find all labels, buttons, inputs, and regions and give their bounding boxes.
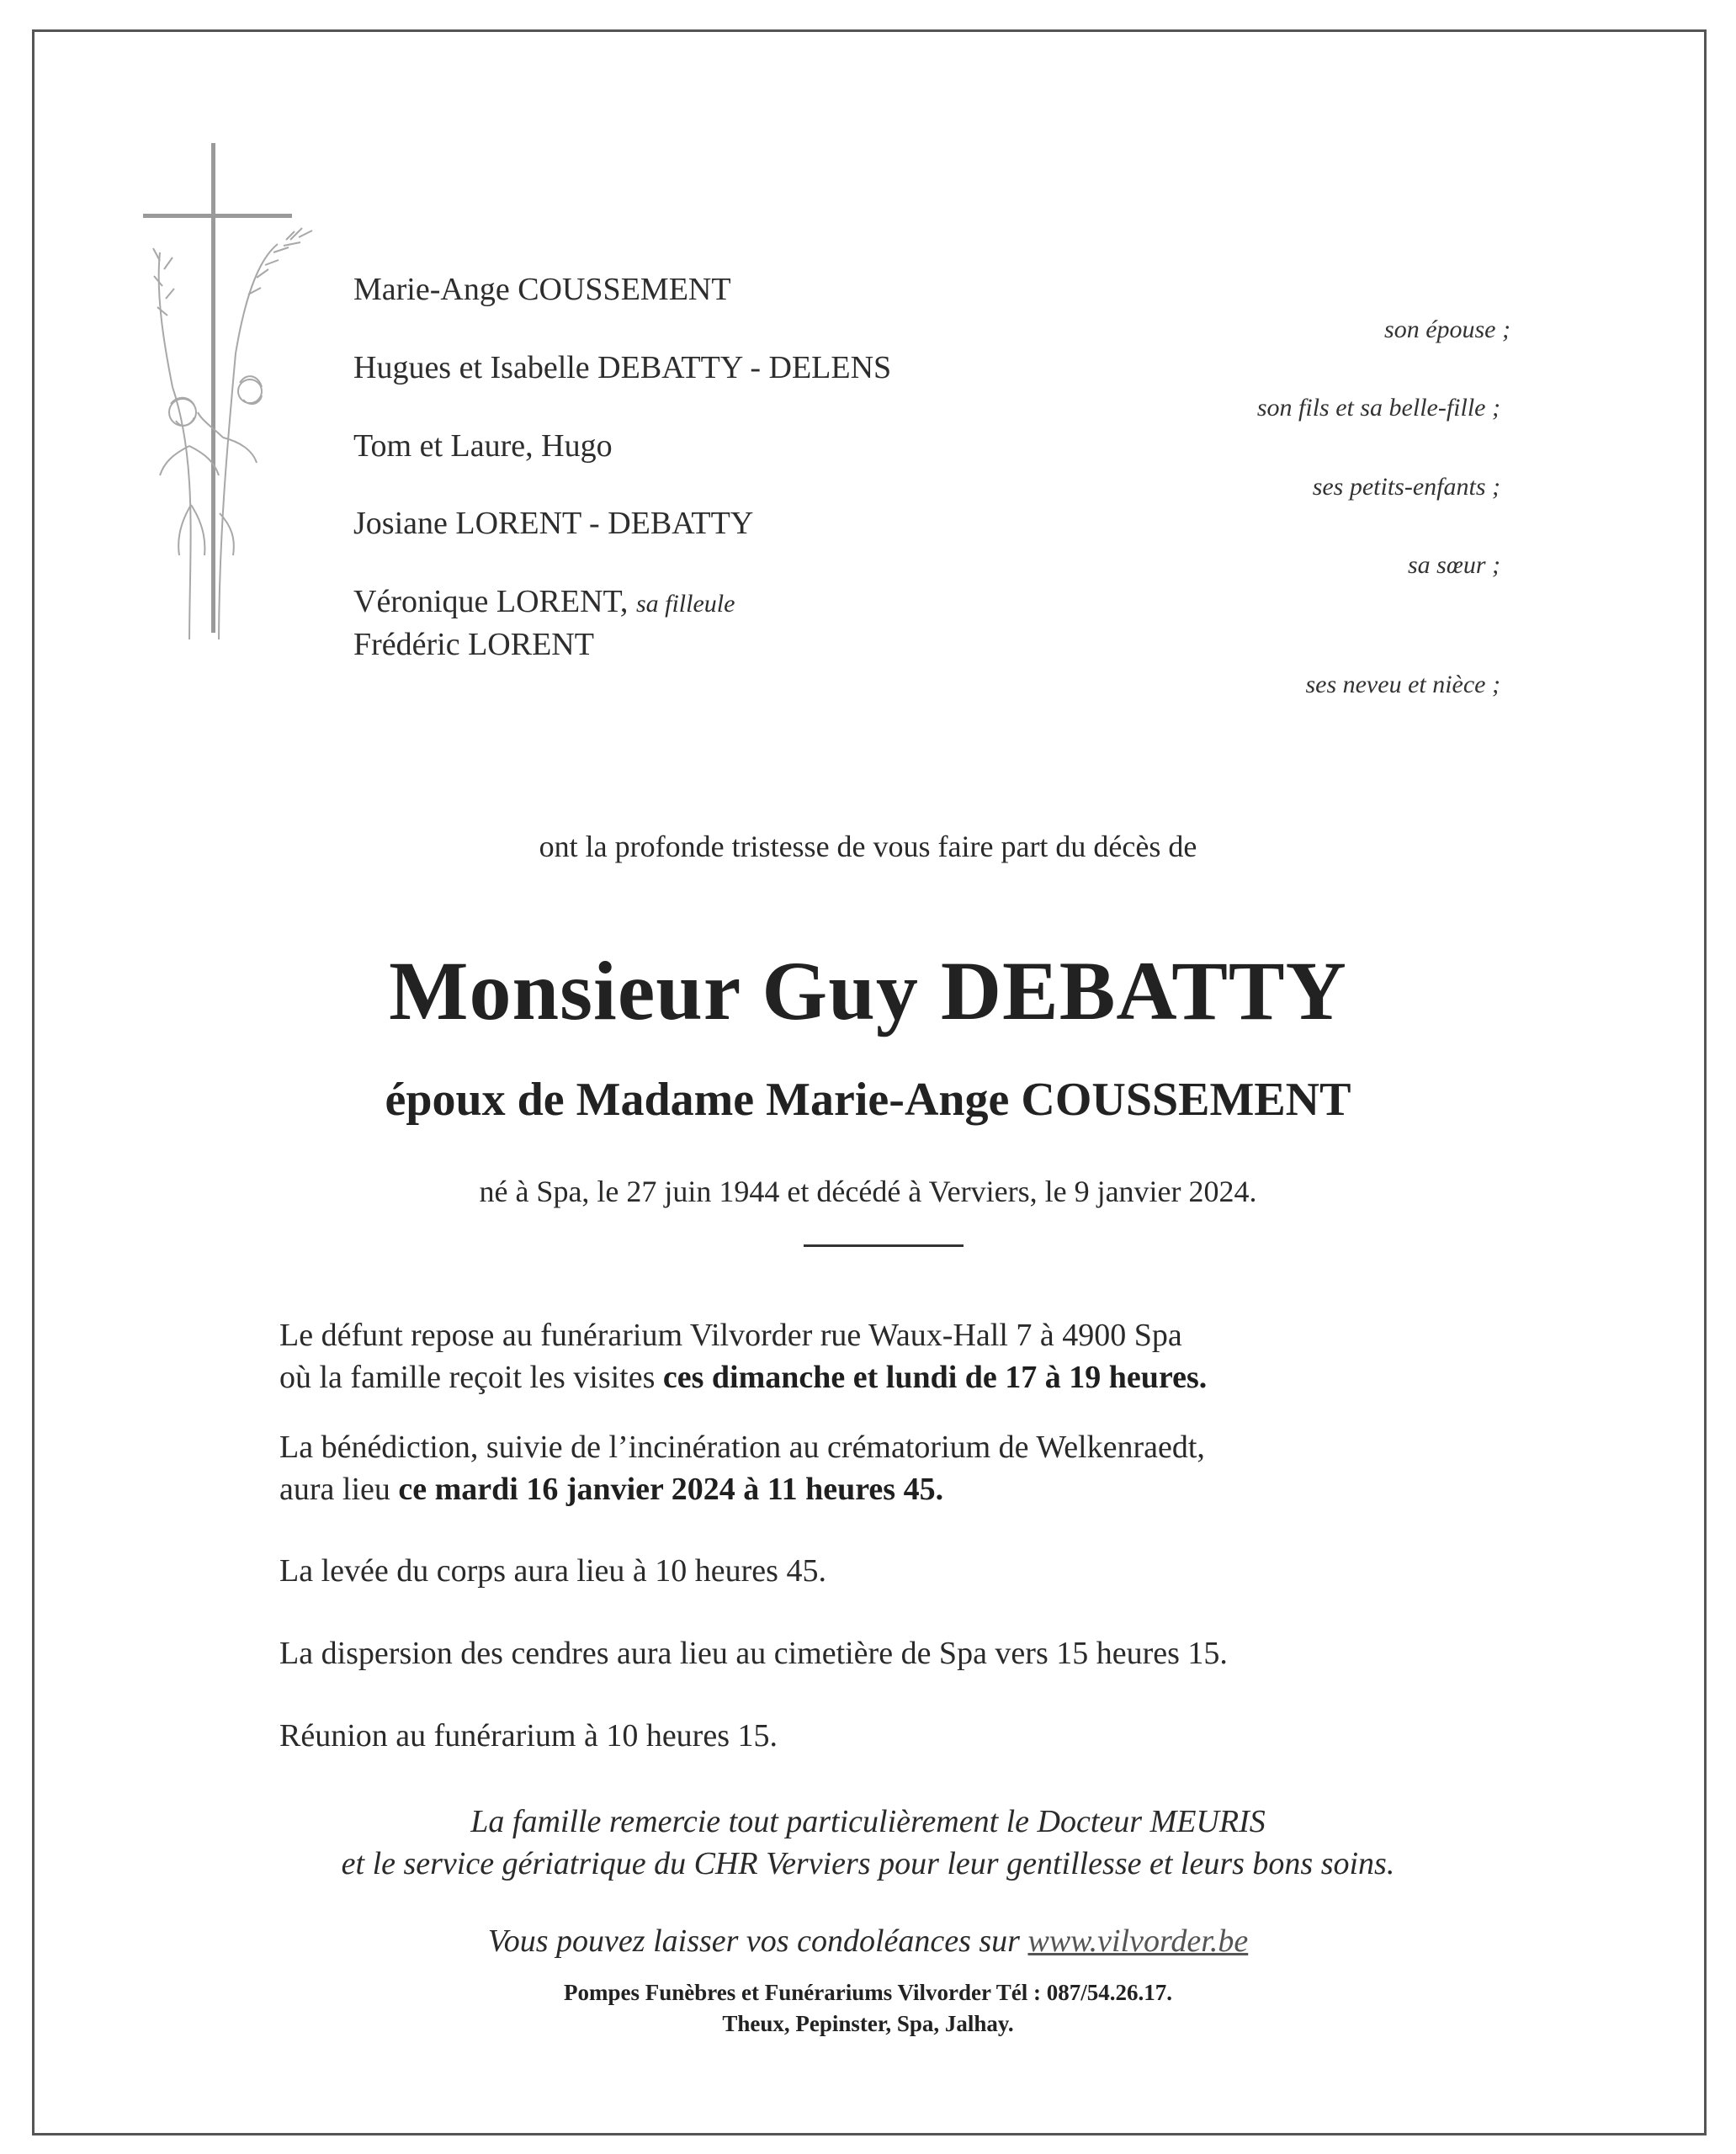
ceremony-date: ce mardi 16 janvier 2024 à 11 heures 45.	[398, 1472, 944, 1507]
footer	[0, 1977, 1736, 2040]
thanks-line-2: et le service gériatrique du CHR Verviers pour leur gentillesse et leurs bons soins.	[341, 1846, 1395, 1881]
family-name-3: Tom et Laure, Hugo	[353, 428, 613, 464]
dispersion-info: La dispersion des cendres aura lieu au cimetière de Spa vers 15 heures 15.	[279, 1636, 1228, 1671]
ceremony-line-1: La bénédiction, suivie de l’incinération au crématorium de Welkenraedt,	[279, 1430, 1205, 1465]
visitation-info	[279, 1314, 1207, 1398]
footer-line-1: Pompes Funèbres et Funérariums Vilvorder Tél : 087/54.26.17.	[564, 1980, 1172, 2005]
divider	[804, 1244, 964, 1247]
ceremony-line-2	[279, 1468, 1205, 1510]
family-relation-3: ses petits-enfants ;	[1312, 473, 1500, 501]
family-name-6: Frédéric LORENT	[353, 627, 594, 662]
family-name-5	[353, 583, 735, 620]
announcement-intro: ont la profonde tristesse de vous faire part du décès de	[539, 830, 1197, 863]
ceremony-info	[279, 1426, 1205, 1510]
thanks-line-1: La famille remercie tout particulièrement le Docteur MEURIS	[470, 1804, 1266, 1839]
family-relation-4: sa sœur ;	[1407, 551, 1500, 579]
reunion-info: Réunion au funérarium à 10 heures 15.	[279, 1718, 778, 1753]
family-relation-5: ses neveu et nièce ;	[1305, 671, 1500, 698]
footer-line-2: Theux, Pepinster, Spa, Jalhay.	[722, 2011, 1014, 2036]
visitation-line-2-prefix: où la famille reçoit les visites	[279, 1360, 663, 1395]
visitation-hours: ces dimanche et lundi de 17 à 19 heures.	[662, 1360, 1208, 1395]
family-note-filleule: sa filleule	[635, 590, 735, 618]
deceased-name: Monsieur Guy DEBATTY	[389, 944, 1347, 1037]
visitation-line-1: Le défunt repose au funérarium Vilvorder rue Waux-Hall 7 à 4900 Spa	[279, 1318, 1182, 1353]
ceremony-line-2-prefix: aura lieu	[279, 1472, 399, 1507]
family-name-1: Marie-Ange COUSSEMENT	[353, 272, 731, 307]
family-name-4: Josiane LORENT - DEBATTY	[353, 506, 754, 541]
family-name-2: Hugues et Isabelle DEBATTY - DELENS	[353, 350, 892, 385]
visitation-line-2	[279, 1356, 1207, 1398]
levee-info: La levée du corps aura lieu à 10 heures 45.	[279, 1553, 826, 1589]
family-name-5-text: Véronique LORENT,	[353, 584, 629, 619]
family-relation-1: son épouse ;	[1384, 316, 1510, 343]
dates-line: né à Spa, le 27 juin 1944 et décédé à Verviers, le 9 janvier 2024.	[479, 1175, 1257, 1208]
condolences-link[interactable]: www.vilvorder.be	[1027, 1923, 1249, 1959]
condolences	[0, 1923, 1736, 1960]
family-relation-2: son fils et sa belle-fille ;	[1256, 394, 1500, 422]
cross-with-flowers-icon	[139, 143, 332, 639]
spouse-line: époux de Madame Marie-Ange COUSSEMENT	[385, 1074, 1351, 1126]
condolences-text: Vous pouvez laisser vos condoléances sur	[487, 1923, 1028, 1959]
